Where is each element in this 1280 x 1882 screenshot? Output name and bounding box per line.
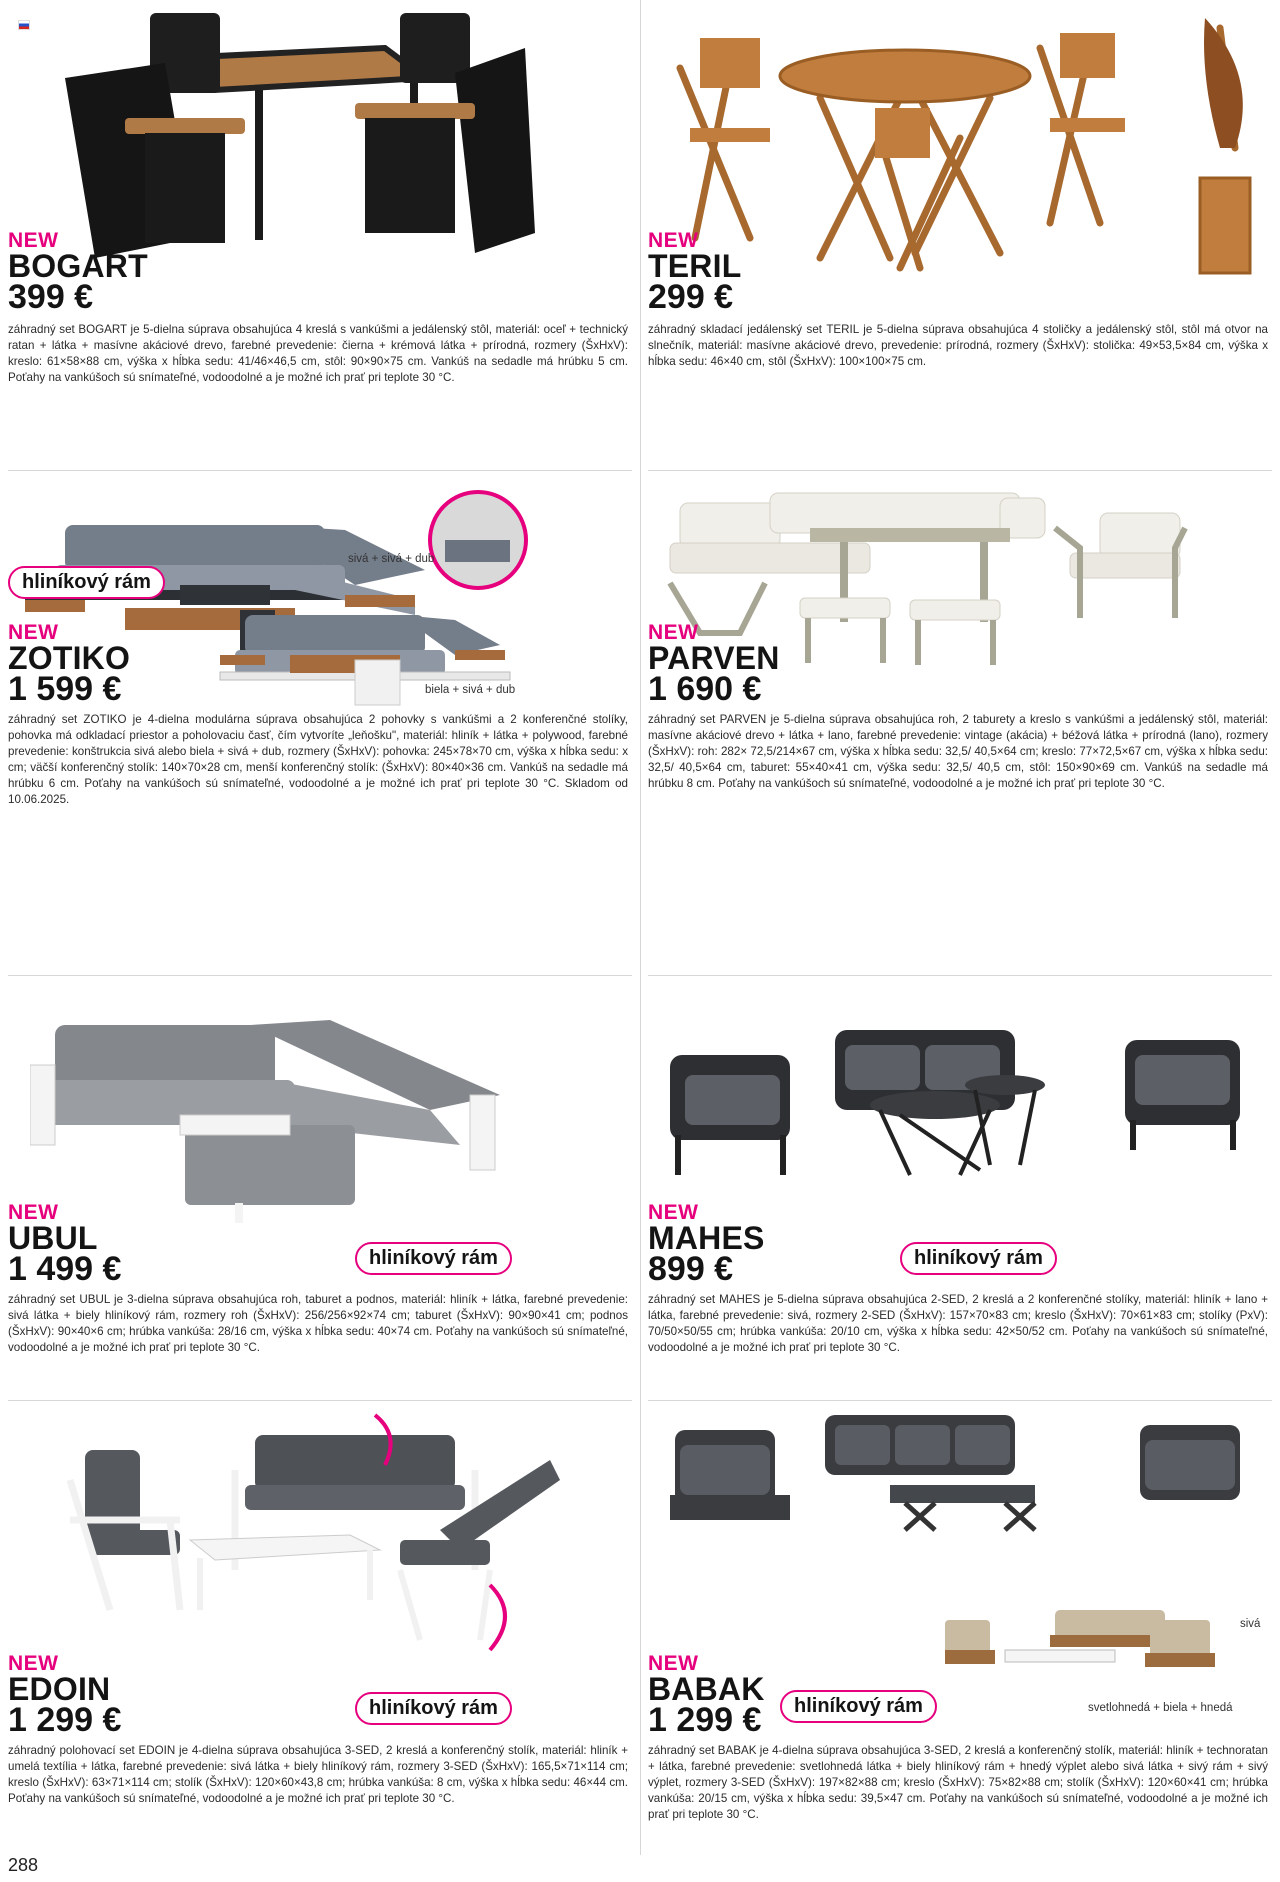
product-description: záhradný set BOGART je 5-dielna súprava obsahujúca 4 kreslá s vankúšmi a jedálenský stôl, materiál: oceľ + technický ratan + látka + masívne akáciové drevo, farebné prevedenie: čierna + krémová látka + prírodná, rozmery (ŠxHxV): kreslo: 61×58×88 cm, výška x hĺbka sedu: 41/46×46,5 cm, stôl: 90×90×75 cm. Vankúš na sedadle má hrúbku 5 cm. Poťahy na vankúšoch sú snímateľné, vodoodolné a je možné ich prať pri teplote 30 °C. — [8, 323, 628, 384]
product-name: EDOIN — [8, 1671, 111, 1707]
aluminium-frame-badge: hliníkový rám — [355, 1242, 512, 1275]
aluminium-frame-badge: hliníkový rám — [900, 1242, 1057, 1275]
aluminium-frame-badge: hliníkový rám — [780, 1690, 937, 1723]
product-name: UBUL — [8, 1220, 98, 1256]
product-card-mahes[interactable] — [640, 975, 1272, 1400]
product-name: PARVEN — [648, 640, 780, 676]
product-description: záhradný set UBUL je 3-dielna súprava obsahujúca roh, taburet a podnos, materiál: hliník + látka, farebné prevedenie: sivá látka + biely hliníkový rám, rozmery roh (ŠxHxV): 256/256×92×74 cm; taburet (ŠxHxV): 90×90×41 cm; podnos (ŠxHxV): 90×40×6 cm; hrúbka vankúša: 28/16 cm, výška x hĺbka sedu: 40×74 cm. Poťahy na vankúšoch sú snímateľné, vodoodolné a je možné ich prať pri teplote 30 °C. — [8, 1293, 628, 1354]
color-caption: sivá — [1240, 1618, 1261, 1630]
aluminium-frame-badge: hliníkový rám — [355, 1692, 512, 1725]
product-card-parven[interactable] — [640, 470, 1272, 975]
product-name: BOGART — [8, 248, 148, 284]
new-label: NEW — [8, 1201, 59, 1224]
mahes-product-image — [660, 1015, 1260, 1215]
product-card-bogart[interactable] — [0, 0, 632, 470]
product-description: záhradný skladací jedálenský set TERIL je 5-dielna súprava obsahujúca 4 stoličky a jedálenský stôl, stôl má otvor na slnečník, materiál: masívne akáciové drevo, prevedenie: prírodná, rozmery (ŠxHxV): stolička: 49×53,5×84 cm, výška x hĺbka sedu: 46×40 cm, stôl (ŠxHxV): 100×100×75 cm. — [648, 323, 1268, 368]
new-label: NEW — [648, 1652, 699, 1675]
page-number: 288 — [8, 1855, 39, 1875]
product-price: 899 € — [648, 1250, 734, 1288]
new-label: NEW — [648, 1201, 699, 1224]
product-description: záhradný set BABAK je 4-dielna súprava obsahujúca 3-SED, 2 kreslá a konferenčný stolík, materiál: hliník + technoratan + látka, farebné prevedenie: svetlohnedá látka + biely hliníkový rám + hnedý výplet alebo sivá látka + sivý rám + sivý výplet, rozmery 3-SED (ŠxHxV): 197×82×88 cm; kreslo (ŠxHxV): 75×82×88 cm; stolík (ŠxHxV): 120×60×41 cm; hrúbka vankúša: 20/15 cm, výška x hĺbka sedu: 39,5×47 cm. Poťahy na vankúšoch sú snímateľné, vodoodolné a je možné ich prať pri teplote 30 °C. — [648, 1744, 1268, 1821]
ubul-product-image — [30, 1015, 610, 1235]
color-caption: svetlohnedá + biela + hnedá — [1088, 1702, 1233, 1714]
product-name: BABAK — [648, 1671, 765, 1707]
product-price: 399 € — [8, 278, 94, 316]
product-name: ZOTIKO — [8, 640, 131, 676]
new-label: NEW — [648, 621, 699, 644]
new-label: NEW — [8, 621, 59, 644]
product-name: TERIL — [648, 248, 742, 284]
aluminium-frame-badge: hliníkový rám — [8, 566, 165, 599]
product-price: 1 499 € — [8, 1250, 122, 1288]
product-card-teril[interactable] — [640, 0, 1272, 470]
product-price: 299 € — [648, 278, 734, 316]
product-price: 1 599 € — [8, 670, 122, 708]
babak-product-image — [660, 1410, 1260, 1580]
product-description: záhradný set PARVEN je 5-dielna súprava obsahujúca roh, 2 taburety a kreslo s vankúšmi a jedálenský stôl, materiál: masívne akáciové drevo + látka + lano, farebné prevedenie: vintage (akácia) + béžová látka + prírodná (lano), rozmery (ŠxHxV): roh: 282× 72,5/214×67 cm, výška x hĺbka sedu: 32,5/ 40,5×64 cm; kreslo: 77×72,5×67 cm, výška x hĺbka sedu: 32,5/ 40,5×64 cm, taburet: 55×40×41 cm, výška sedu: 32,5/ 40,5 cm, stôl: 150×90×69 cm. Vankúš na sedadle má hrúbku 8 cm. Poťahy na vankúšoch sú snímateľné, vodoodolné a je možné ich prať pri teplote 30 °C. — [648, 713, 1268, 790]
babak-alt-color-image — [940, 1605, 1270, 1700]
color-caption: sivá + sivá + dub — [348, 553, 435, 565]
new-label: NEW — [648, 229, 699, 252]
product-card-ubul[interactable] — [0, 975, 632, 1400]
product-description: záhradný set ZOTIKO je 4-dielna modulárna súprava obsahujúca 2 pohovky s vankúšmi a 2 konferenčné stolíky, pohovka má odkladací priestor a poholovaciu časť, čím vytvoríte „leňošku", materiál: hliník + látka + polywood, farebné prevedenie: konštrukcia sivá alebo biela + sivá + dub, rozmery (ŠxHxV): pohovka: 245×78×70 cm, výška x hĺbka sedu: x cm; väčší konferenčný stolík: 140×70×28 cm, menší konferenčný stolík: (ŠxHxV): 80×40×36 cm. Vankúš na sedadle má hrúbku 6 cm. Poťahy na vankúšoch sú snímateľné, vodoodolné a je možné ich prať pri teplote 30 °C. Skladom od 10.06.2025. — [8, 713, 628, 806]
edoin-product-image — [50, 1410, 610, 1665]
teril-product-image — [660, 8, 1270, 283]
product-price: 1 299 € — [8, 1701, 122, 1739]
new-label: NEW — [8, 1652, 59, 1675]
product-price: 1 299 € — [648, 1701, 762, 1739]
product-card-edoin[interactable] — [0, 1400, 632, 1855]
product-price: 1 690 € — [648, 670, 762, 708]
product-card-zotiko[interactable] — [0, 470, 632, 975]
new-label: NEW — [8, 229, 59, 252]
bogart-product-image — [55, 8, 575, 273]
color-caption: biela + sivá + dub — [425, 684, 516, 696]
product-description: záhradný set MAHES je 5-dielna súprava obsahujúca 2-SED, 2 kreslá a 2 konferenčné stolíky, materiál: hliník + lano + látka, farebné prevedenie: sivá, rozmery 2-SED (ŠxHxV): 157×70×83 cm; kreslo (ŠxHxV): 70×61×83 cm; stolíky (PxV): 70/50×50/55 cm; hrúbka vankúša: 20/10 cm, výška x hĺbka sedu: 42×50/52 cm. Poťahy na vankúšoch sú snímateľné, vodoodolné a je možné ich prať pri teplote 30 °C. — [648, 1293, 1268, 1354]
product-description: záhradný polohovací set EDOIN je 4-dielna súprava obsahujúca 3-SED, 2 kreslá a konferenčný stolík, materiál: hliník + umelá textília + látka, farebné prevedenie: sivá látka + biely hliníkový rám, rozmery 3-SED (ŠxHxV): 165,5×71×114 cm; kreslo (ŠxHxV): 63×71×114 cm; stolík (ŠxHxV): 120×60×43,8 cm; hrúbka vankúša: 8 cm, výška x hĺbka sedu: 46×44 cm. Poťahy na vankúšoch sú snímateľné, vodoodolné a je možné ich prať pri teplote 30 °C. — [8, 1744, 628, 1805]
product-name: MAHES — [648, 1220, 765, 1256]
product-card-babak[interactable] — [640, 1400, 1272, 1855]
